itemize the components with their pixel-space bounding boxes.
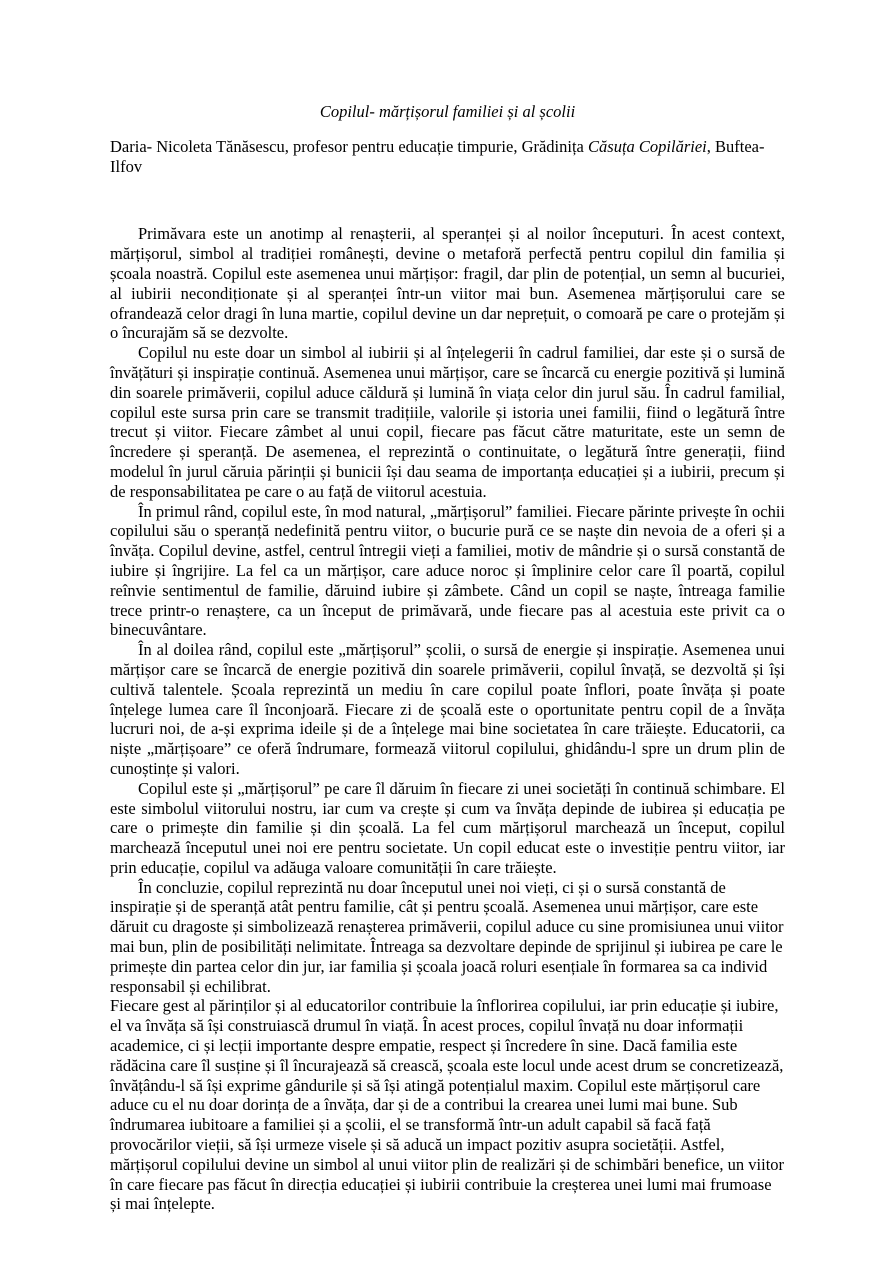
article-body	[110, 224, 785, 1214]
paragraph: Fiecare gest al părinților și al educatorilor contribuie la înflorirea copilului, iar prin educație și iubire, el va învăța să își construiască drumul în viață. În acest proces, copilul învață nu doar informații academice, ci și lecții importante despre empatie, respect și încredere în sine. Dacă familia este rădăcina care îl susține și îl încurajează să crească, școala este locul unde acest drum se concretizează, învățându-l să își exprime gândurile și să își atingă potențialul maxim. Copilul este mărțișorul care aduce cu el nu doar dorința de a învăța, dar și de a contribui la crearea unei lumi mai bune. Sub îndrumarea iubitoare a familiei și a școlii, el se transformă într-un adult capabil să facă față provocărilor vieții, să își urmeze visele și să aducă un impact pozitiv asupra societății. Astfel, mărțișorul copilului devine un simbol al unui viitor plin de realizări și de schimbări benefice, un viitor în care fiecare pas făcut în direcția educației și iubirii contribuie la creșterea unei lumi mai frumoase și mai înțelepte.	[110, 996, 785, 1214]
article-title: Copilul- mărțișorul familiei și al școlii	[319, 102, 576, 121]
paragraph: În concluzie, copilul reprezintă nu doar începutul unei noi vieți, ci și o sursă constantă de inspirație și de speranță atât pentru familie, cât și pentru școală. Asemenea unui mărțișor, care este dăruit cu dragoste și simbolizează renașterea primăverii, copilul aduce cu sine promisiunea unui viitor mai bun, plin de posibilități nelimitate. Întreaga sa dezvoltare depinde de sprijinul și iubirea pe care le primește din partea celor din jur, iar familia și școala joacă roluri esențiale în formarea sa ca individ responsabil și echilibrat.	[110, 877, 784, 996]
paragraph: Copilul este și „mărțișorul” pe care îl dăruim în fiecare zi unei societăți în continuă schimbare. El este simbolul viitorului nostru, iar cum va crește și cum va învăța depinde de iubirea și educația pe care o primește din familie și din școală. La fel cum mărțișorul marchează un început, copilul marchează începutul unei noi ere pentru societate. Un copil educat este o investiție pentru viitor, iar prin educație, copilul va adăuga valoare comunității în care trăiește.	[110, 778, 785, 877]
byline-part: Daria- Nicoleta Tănăsescu, profesor pentru educație timpurie, Grădinița	[110, 136, 589, 156]
paragraph: Copilul nu este doar un simbol al iubirii și al înțelegerii în cadrul familiei, dar este și o sursă de învățături și inspirație continuă. Asemenea unui mărțișor, care se încarcă cu energie pozitivă și lumină din soarele primăverii, copilul aduce căldură și lumină în viața celor din jurul său. În cadrul familial, copilul este sursa prin care se transmit tradițiile, valorile și istoria unei familii, fiind o legătură între trecut și viitor. Fiecare zâmbet al unui copil, fiecare pas făcut către maturitate, este un semn de încredere și speranță. De asemenea, el reprezintă o continuitate, o legătură între generații, fiind modelul în jurul căruia părinții și bunicii își dau seama de importanța educației și a iubirii, precum și de responsabilitatea pe care o au față de viitorul acestuia.	[110, 343, 785, 501]
paragraph: Primăvara este un anotimp al renașterii, al speranței și al noilor începuturi. În acest context, mărțișorul, simbol al tradiției românești, devine o metaforă perfectă pentru copilul din familia și școala noastră. Copilul este asemenea unui mărțișor: fragil, dar plin de potențial, un semn al bucuriei, al iubirii necondiționate și al speranței într-un viitor mai bun. Asemenea mărțișorului care se ofrandează celor dragi în luna martie, copilul devine un dar neprețuit, o comoară pe care o protejăm și o încurajăm să se dezvolte.	[110, 224, 785, 343]
paragraph: În al doilea rând, copilul este „mărțișorul” școlii, o sursă de energie și inspirație. Asemenea unui mărțișor care se încarcă de energie pozitivă din soarele primăverii, copilul învață, se dezvoltă și își cultivă talentele. Școala reprezintă un mediu în care copilul poate înflori, poate învăța și poate înțelege lumea care îl înconjoară. Fiecare zi de școală este o oportunitate pentru copil de a învăța lucruri noi, de a-și exprima ideile și de a înțelege mai bine societatea în care trăiește. Educatorii, ca niște „mărțișoare” ce oferă îndrumare, formează viitorul copilului, ghidându-l spre un drum plin de cunoștințe și valori.	[110, 640, 785, 778]
byline-part-italic: Căsuța Copilăriei	[588, 136, 707, 156]
paragraph: În primul rând, copilul este, în mod natural, „mărțișorul” familiei. Fiecare părinte privește în ochii copilului său o speranță nedefinită pentru viitor, o bucurie pură ce se naște din nevoia de a oferi și a învăța. Copilul devine, astfel, centrul întregii vieți a familiei, motiv de mândrie și o sursă constantă de iubire și îngrijire. La fel ca un mărțișor, care aduce noroc și împlinire celor care îl poartă, copilul reînvie sentimentul de familie, dăruind iubire și zâmbete. Când un copil se naște, întreaga familie trece printr-o renaștere, ca un început de primăvară, unde fiecare pas al acestuia este privit ca o binecuvântare.	[110, 501, 785, 640]
byline-part: , Buftea-Ilfov	[110, 136, 765, 176]
byline	[110, 137, 785, 177]
